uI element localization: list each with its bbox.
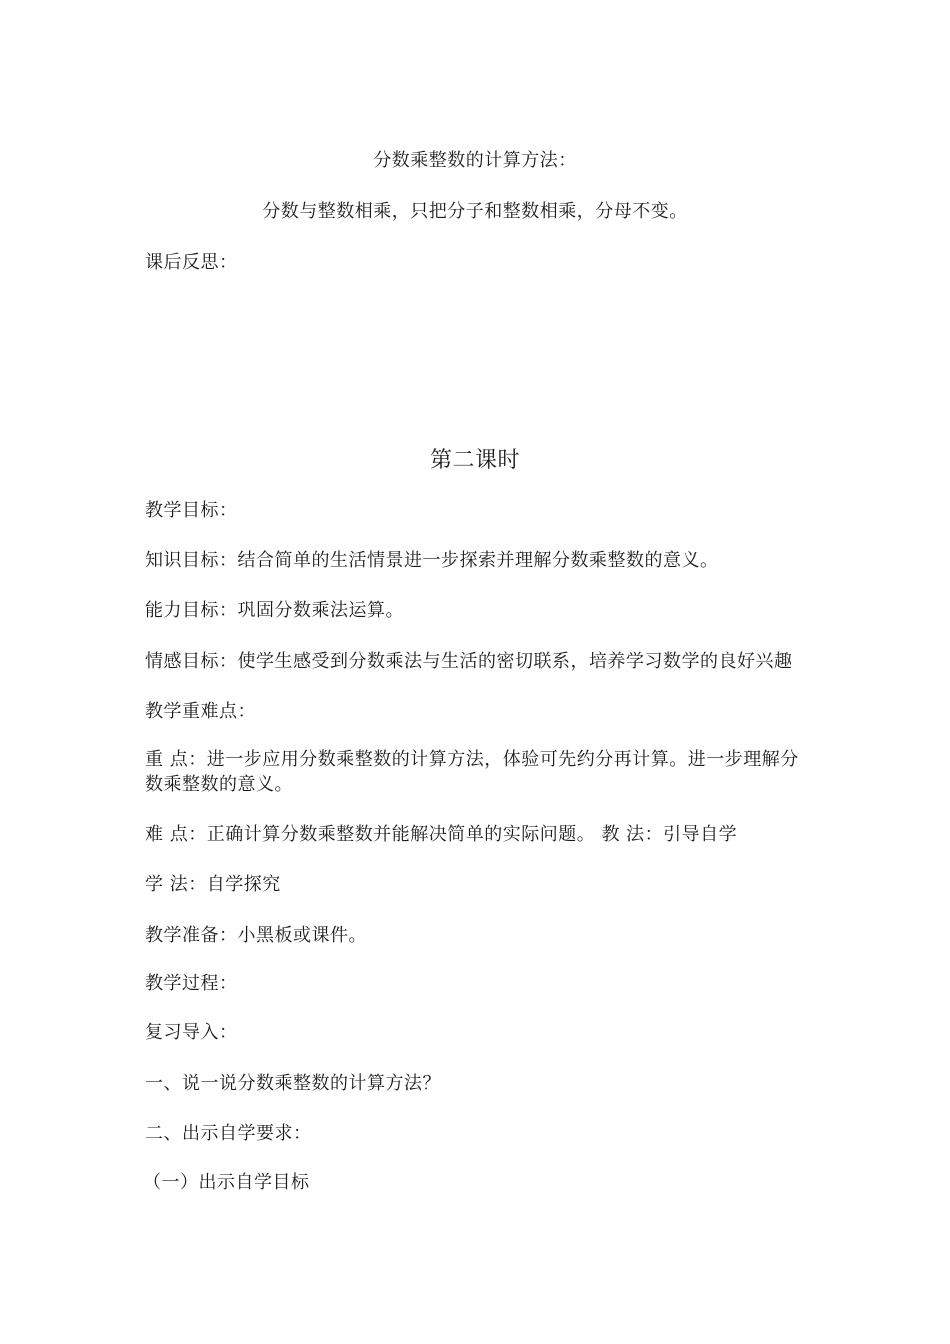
difficult-point: 难 点：正确计算分数乘整数并能解决简单的实际问题。 教 法：引导自学	[145, 824, 738, 845]
key-point-line-1: 重 点：进一步应用分数乘整数的计算方法，体验可先约分再计算。进一步理解分	[145, 749, 799, 770]
lesson-title: 第二课时	[429, 448, 520, 473]
ability-goal: 能力目标：巩固分数乘法运算。	[145, 600, 404, 621]
method-rule: 分数与整数相乘，只把分子和整数相乘，分母不变。	[262, 201, 688, 222]
step-two: 二、出示自学要求：	[145, 1123, 312, 1144]
process-heading: 教学过程：	[145, 973, 238, 994]
knowledge-goal: 知识目标：结合简单的生活情景进一步探索并理解分数乘整数的意义。	[145, 550, 719, 571]
key-difficult-heading: 教学重难点：	[145, 701, 256, 722]
reflection-label: 课后反思：	[145, 252, 238, 273]
preparation: 教学准备：小黑板或课件。	[145, 925, 367, 946]
method-heading: 分数乘整数的计算方法：	[373, 150, 577, 171]
step-two-sub: （一）出示自学目标	[143, 1172, 310, 1193]
key-point-line-2: 数乘整数的意义。	[145, 774, 293, 795]
study-method: 学 法：自学探究	[145, 874, 281, 895]
review-intro: 复习导入：	[145, 1022, 238, 1043]
goals-heading: 教学目标：	[145, 500, 238, 521]
step-one: 一、说一说分数乘整数的计算方法？	[145, 1073, 441, 1094]
emotion-goal: 情感目标：使学生感受到分数乘法与生活的密切联系，培养学习数学的良好兴趣	[145, 651, 793, 672]
